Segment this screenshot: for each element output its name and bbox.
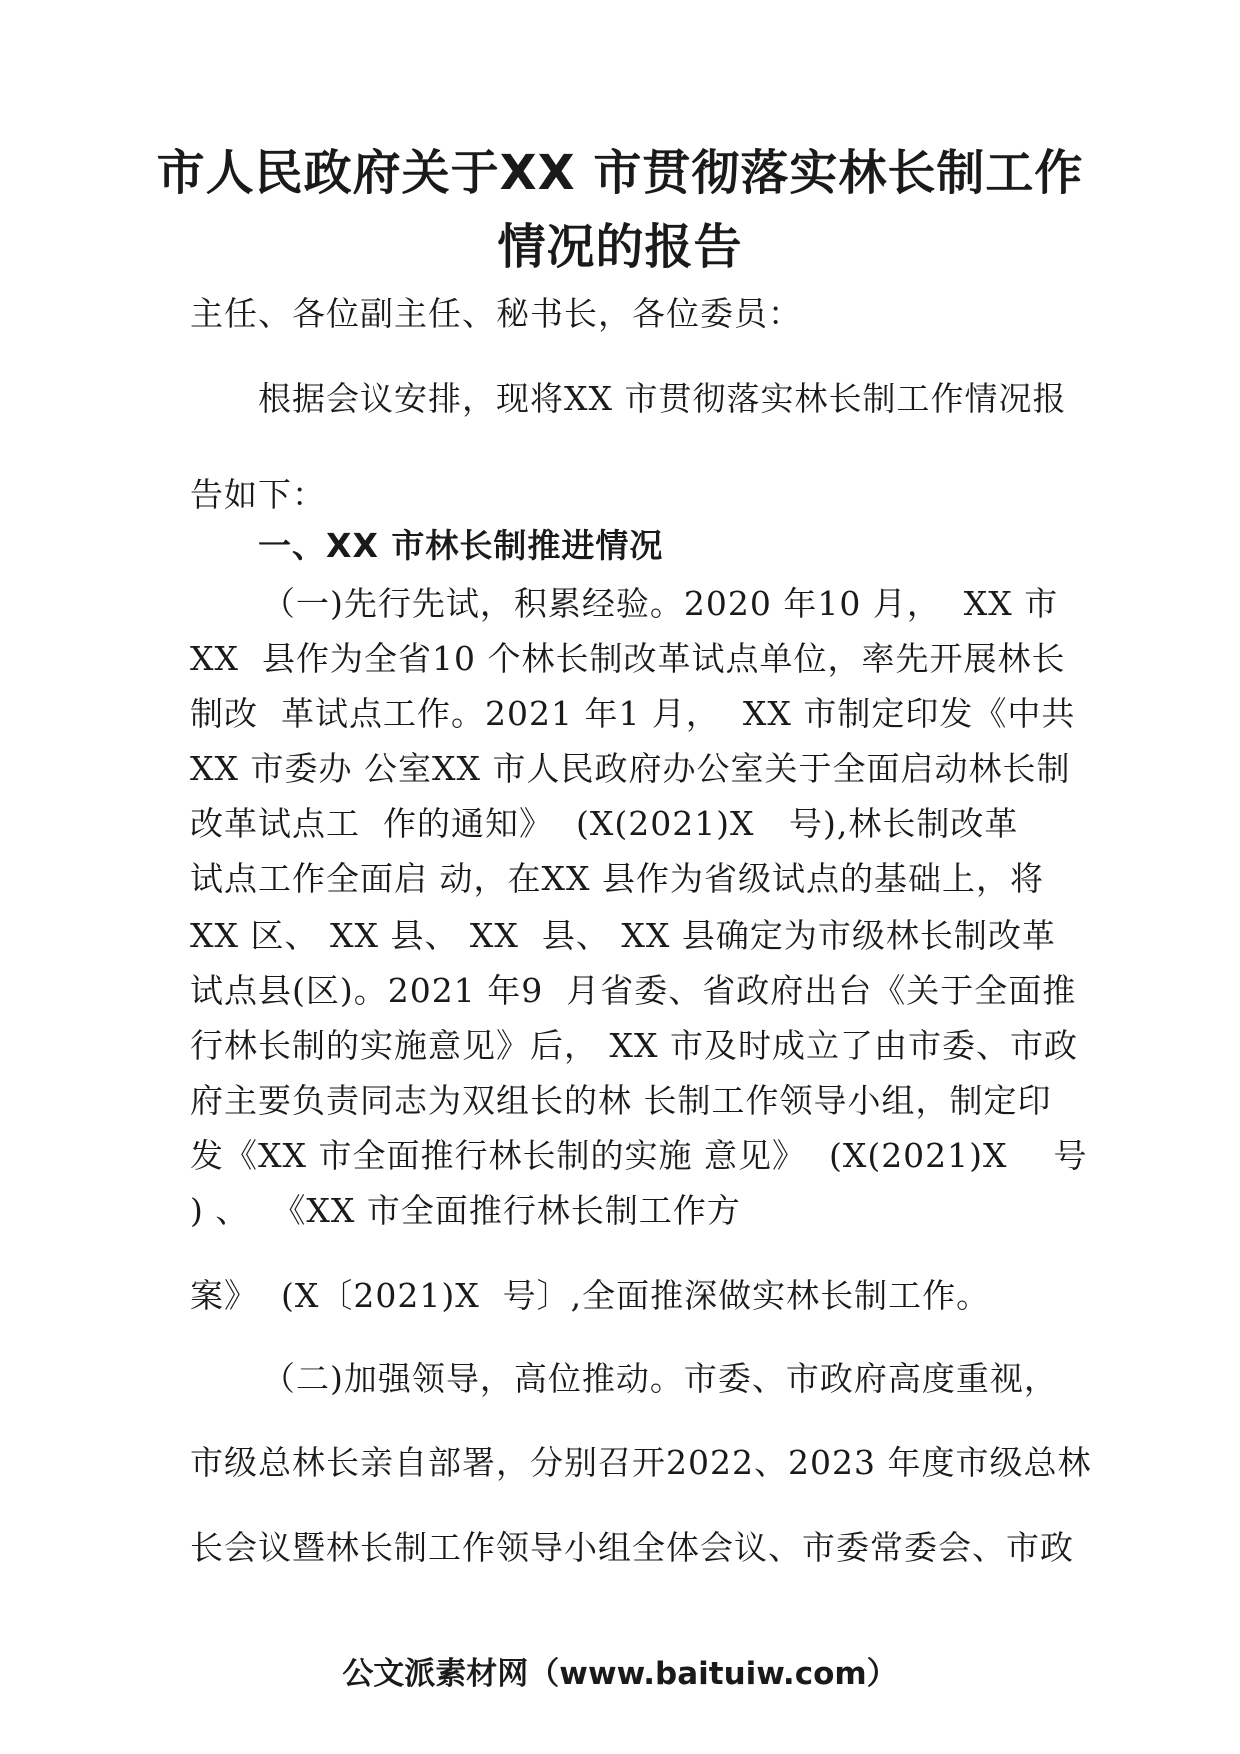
text-line: 行林长制的实施意见》后， XX 市及时成立了由市委、市政: [190, 1026, 1078, 1065]
text-line: XX 县作为全省10 个林长制改革试点单位，率先开展林长: [190, 639, 1066, 678]
text-line: 发《XX 市全面推行林长制的实施 意见》 (X(2021)X 号: [190, 1136, 1088, 1175]
text-line: XX 区、 XX 县、 XX 县、 XX 县确定为市级林长制改革: [190, 916, 1056, 955]
text-line: XX 市委办 公室XX 市人民政府办公室关于全面启动林长制: [190, 749, 1071, 788]
text-line: 试点工作全面启 动，在XX 县作为省级试点的基础上，将: [190, 859, 1044, 898]
text-line: 根据会议安排，现将XX 市贯彻落实林长制工作情况报: [258, 379, 1067, 418]
text-line: 告如下：: [190, 475, 326, 514]
section-heading: 一、XX 市林长制推进情况: [258, 526, 664, 565]
text-line: 改革试点工 作的通知》 (X(2021)X 号),林长制改革: [190, 804, 1019, 843]
text-line: 长会议暨林长制工作领导小组全体会议、市委常委会、市政: [190, 1528, 1074, 1567]
text-line: 制改 革试点工作。2021 年1 月， XX 市制定印发《中共: [190, 694, 1076, 733]
title-line-1: 市人民政府关于XX 市贯彻落实林长制工作: [156, 145, 1084, 201]
text-line: 府主要负责同志为双组长的林 长制工作领导小组，制定印: [190, 1081, 1052, 1120]
text-line: （二)加强领导，高位推动。市委、市政府高度重视，: [262, 1359, 1058, 1398]
text-line: 试点县(区)。2021 年9 月省委、省政府出台《关于全面推: [190, 971, 1077, 1010]
text-line: 市级总林长亲自部署，分别召开2022、2023 年度市级总林: [190, 1443, 1092, 1482]
text-line: （一)先行先试，积累经验。2020 年10 月， XX 市: [262, 584, 1059, 623]
title-line-2: 情况的报告: [497, 219, 743, 275]
footer-watermark: 公文派素材网（www.baituiw.com）: [342, 1656, 898, 1692]
text-line: 案》 (X〔2021)X 号〕,全面推深做实林长制工作。: [190, 1276, 991, 1315]
salutation: 主任、各位副主任、秘书长，各位委员：: [190, 294, 802, 333]
text-line: ) 、 《XX 市全面推行林长制工作方: [190, 1191, 741, 1230]
